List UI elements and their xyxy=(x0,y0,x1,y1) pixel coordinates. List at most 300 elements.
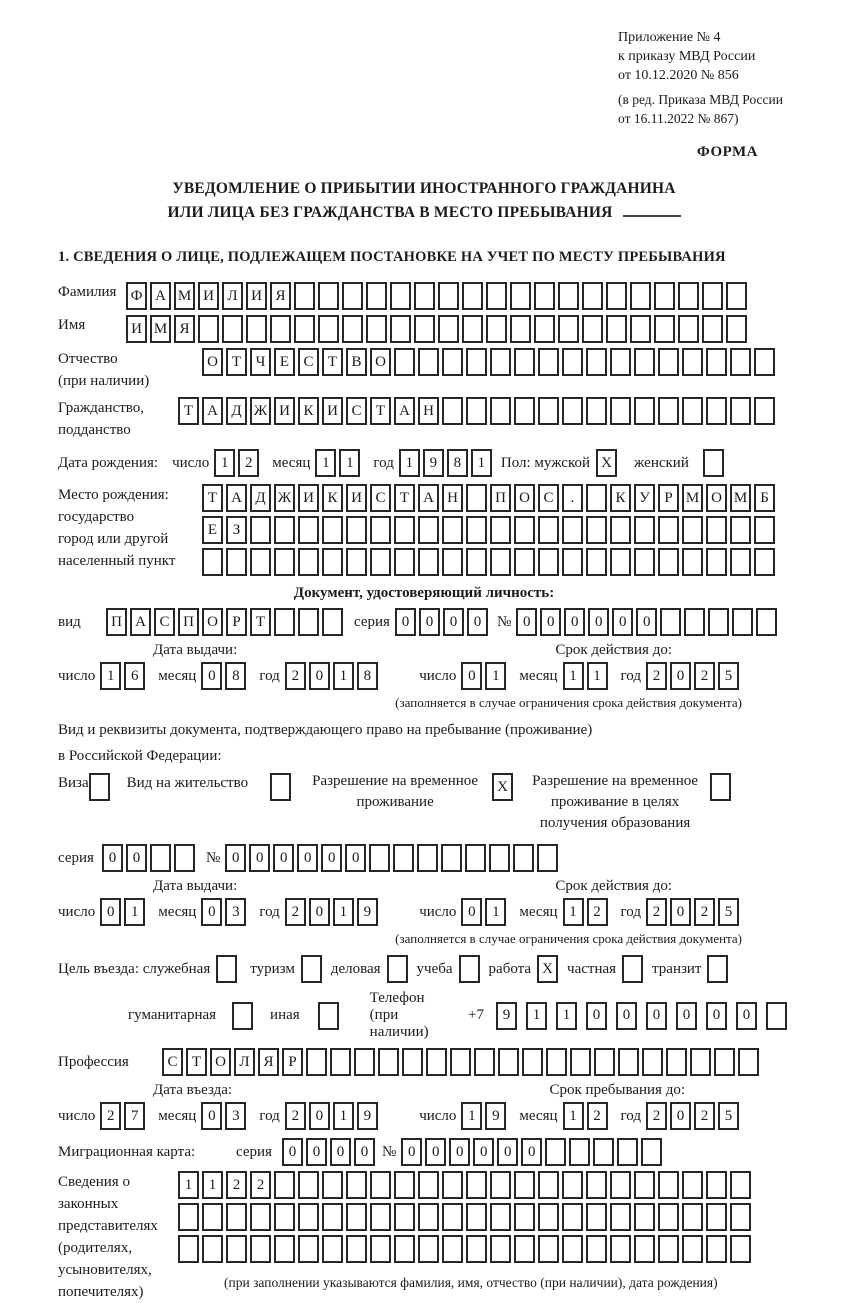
form-cell[interactable] xyxy=(346,1203,367,1231)
form-cell[interactable] xyxy=(417,844,438,872)
form-cell[interactable] xyxy=(666,1048,687,1076)
form-cell[interactable]: О xyxy=(210,1048,231,1076)
form-cell[interactable]: Я xyxy=(270,282,291,310)
form-cell[interactable]: 1 xyxy=(485,662,506,690)
form-cell[interactable] xyxy=(538,548,559,576)
form-cell[interactable] xyxy=(546,1048,567,1076)
form-cell[interactable]: 6 xyxy=(124,662,145,690)
form-cell[interactable] xyxy=(654,315,675,343)
form-cell[interactable] xyxy=(490,548,511,576)
form-cell[interactable] xyxy=(634,1235,655,1263)
form-cell[interactable] xyxy=(658,397,679,425)
form-cell[interactable] xyxy=(630,282,651,310)
form-cell[interactable] xyxy=(658,1203,679,1231)
form-cell[interactable] xyxy=(450,1048,471,1076)
form-cell[interactable] xyxy=(466,1171,487,1199)
form-cell[interactable] xyxy=(366,282,387,310)
form-cell[interactable]: Д xyxy=(226,397,247,425)
form-cell[interactable]: И xyxy=(322,397,343,425)
form-cell[interactable]: 1 xyxy=(563,662,584,690)
form-cell[interactable] xyxy=(246,315,267,343)
form-cell[interactable] xyxy=(393,844,414,872)
form-cell[interactable]: 0 xyxy=(706,1002,727,1030)
form-cell[interactable] xyxy=(298,548,319,576)
form-cell[interactable]: 2 xyxy=(694,898,715,926)
form-cell[interactable] xyxy=(569,1138,590,1166)
form-cell[interactable] xyxy=(322,516,343,544)
form-cell[interactable]: П xyxy=(178,608,199,636)
form-cell[interactable]: 2 xyxy=(100,1102,121,1130)
form-cell[interactable] xyxy=(706,1235,727,1263)
form-cell[interactable]: Т xyxy=(370,397,391,425)
form-cell[interactable]: 1 xyxy=(587,662,608,690)
form-cell[interactable]: Ч xyxy=(250,348,271,376)
form-cell[interactable] xyxy=(294,282,315,310)
form-cell[interactable]: 0 xyxy=(330,1138,351,1166)
form-cell[interactable]: 1 xyxy=(178,1171,199,1199)
form-cell[interactable] xyxy=(402,1048,423,1076)
form-cell[interactable] xyxy=(514,516,535,544)
form-cell[interactable]: 0 xyxy=(282,1138,303,1166)
form-cell[interactable]: 0 xyxy=(564,608,585,636)
form-cell[interactable] xyxy=(474,1048,495,1076)
form-cell[interactable] xyxy=(318,315,339,343)
form-cell[interactable] xyxy=(610,1235,631,1263)
form-cell[interactable]: 3 xyxy=(225,1102,246,1130)
form-cell[interactable] xyxy=(342,282,363,310)
form-cell[interactable]: 0 xyxy=(225,844,246,872)
form-cell[interactable] xyxy=(766,1002,787,1030)
form-cell[interactable]: 1 xyxy=(124,898,145,926)
form-cell[interactable] xyxy=(306,1048,327,1076)
form-cell[interactable] xyxy=(610,1171,631,1199)
form-cell[interactable] xyxy=(682,348,703,376)
form-cell[interactable]: 9 xyxy=(485,1102,506,1130)
form-cell[interactable]: И xyxy=(198,282,219,310)
form-cell[interactable] xyxy=(414,282,435,310)
form-cell[interactable] xyxy=(658,1171,679,1199)
form-cell[interactable]: Н xyxy=(418,397,439,425)
form-cell[interactable] xyxy=(298,1203,319,1231)
form-cell[interactable] xyxy=(562,1171,583,1199)
form-cell[interactable] xyxy=(442,1235,463,1263)
form-cell[interactable] xyxy=(390,315,411,343)
form-cell[interactable]: 0 xyxy=(306,1138,327,1166)
form-cell[interactable]: Т xyxy=(186,1048,207,1076)
form-cell[interactable] xyxy=(714,1048,735,1076)
form-cell[interactable]: 2 xyxy=(285,1102,306,1130)
form-cell[interactable] xyxy=(738,1048,759,1076)
form-cell[interactable] xyxy=(150,844,171,872)
form-cell[interactable]: 0 xyxy=(616,1002,637,1030)
form-cell[interactable]: 1 xyxy=(333,898,354,926)
form-cell[interactable]: 0 xyxy=(345,844,366,872)
form-cell[interactable] xyxy=(562,1203,583,1231)
form-cell[interactable]: П xyxy=(106,608,127,636)
form-cell[interactable]: 0 xyxy=(102,844,123,872)
form-cell[interactable] xyxy=(682,516,703,544)
form-cell[interactable]: Р xyxy=(658,484,679,512)
form-cell[interactable]: 5 xyxy=(718,898,739,926)
form-cell[interactable]: А xyxy=(150,282,171,310)
form-cell[interactable]: X xyxy=(596,449,617,477)
form-cell[interactable]: И xyxy=(298,484,319,512)
form-cell[interactable] xyxy=(438,315,459,343)
form-cell[interactable] xyxy=(634,548,655,576)
form-cell[interactable] xyxy=(418,1203,439,1231)
form-cell[interactable] xyxy=(610,1203,631,1231)
form-cell[interactable]: И xyxy=(246,282,267,310)
form-cell[interactable] xyxy=(394,548,415,576)
form-cell[interactable] xyxy=(654,282,675,310)
form-cell[interactable]: 3 xyxy=(225,898,246,926)
form-cell[interactable] xyxy=(198,315,219,343)
form-cell[interactable] xyxy=(510,282,531,310)
form-cell[interactable] xyxy=(682,1203,703,1231)
form-cell[interactable] xyxy=(706,348,727,376)
form-cell[interactable] xyxy=(756,608,777,636)
form-cell[interactable] xyxy=(634,348,655,376)
form-cell[interactable]: А xyxy=(418,484,439,512)
form-cell[interactable] xyxy=(510,315,531,343)
form-cell[interactable] xyxy=(514,397,535,425)
form-cell[interactable] xyxy=(730,548,751,576)
form-cell[interactable] xyxy=(545,1138,566,1166)
form-cell[interactable]: У xyxy=(634,484,655,512)
form-cell[interactable] xyxy=(318,282,339,310)
form-cell[interactable]: 0 xyxy=(636,608,657,636)
form-cell[interactable] xyxy=(301,955,322,983)
form-cell[interactable] xyxy=(298,1235,319,1263)
form-cell[interactable] xyxy=(490,1235,511,1263)
form-cell[interactable]: . xyxy=(562,484,583,512)
form-cell[interactable]: С xyxy=(298,348,319,376)
form-cell[interactable]: 0 xyxy=(540,608,561,636)
form-cell[interactable] xyxy=(562,348,583,376)
form-cell[interactable] xyxy=(442,397,463,425)
form-cell[interactable]: 1 xyxy=(485,898,506,926)
form-cell[interactable]: С xyxy=(346,397,367,425)
form-cell[interactable] xyxy=(322,1171,343,1199)
form-cell[interactable]: 0 xyxy=(425,1138,446,1166)
form-cell[interactable]: Т xyxy=(178,397,199,425)
form-cell[interactable] xyxy=(369,844,390,872)
form-cell[interactable] xyxy=(498,1048,519,1076)
form-cell[interactable] xyxy=(678,315,699,343)
form-cell[interactable]: 0 xyxy=(249,844,270,872)
form-cell[interactable] xyxy=(490,397,511,425)
form-cell[interactable] xyxy=(582,282,603,310)
form-cell[interactable] xyxy=(570,1048,591,1076)
form-cell[interactable] xyxy=(634,397,655,425)
form-cell[interactable] xyxy=(706,1203,727,1231)
form-cell[interactable] xyxy=(730,1235,751,1263)
form-cell[interactable] xyxy=(586,548,607,576)
form-cell[interactable] xyxy=(370,1171,391,1199)
form-cell[interactable]: Ж xyxy=(250,397,271,425)
form-cell[interactable] xyxy=(562,397,583,425)
form-cell[interactable] xyxy=(618,1048,639,1076)
form-cell[interactable] xyxy=(202,1203,223,1231)
form-cell[interactable] xyxy=(378,1048,399,1076)
form-cell[interactable]: П xyxy=(490,484,511,512)
form-cell[interactable] xyxy=(730,348,751,376)
form-cell[interactable] xyxy=(730,1203,751,1231)
form-cell[interactable] xyxy=(274,1171,295,1199)
form-cell[interactable]: 7 xyxy=(124,1102,145,1130)
form-cell[interactable] xyxy=(442,516,463,544)
form-cell[interactable] xyxy=(466,516,487,544)
form-cell[interactable] xyxy=(594,1048,615,1076)
form-cell[interactable]: Н xyxy=(442,484,463,512)
form-cell[interactable] xyxy=(490,516,511,544)
form-cell[interactable] xyxy=(250,1203,271,1231)
form-cell[interactable] xyxy=(462,282,483,310)
form-cell[interactable] xyxy=(586,1203,607,1231)
form-cell[interactable] xyxy=(684,608,705,636)
form-cell[interactable] xyxy=(298,1171,319,1199)
form-cell[interactable] xyxy=(298,608,319,636)
form-cell[interactable]: 1 xyxy=(563,1102,584,1130)
form-cell[interactable] xyxy=(703,449,724,477)
form-cell[interactable] xyxy=(660,608,681,636)
form-cell[interactable] xyxy=(586,348,607,376)
form-cell[interactable]: 9 xyxy=(357,1102,378,1130)
form-cell[interactable] xyxy=(222,315,243,343)
form-cell[interactable]: 1 xyxy=(339,449,360,477)
form-cell[interactable] xyxy=(522,1048,543,1076)
form-cell[interactable] xyxy=(202,548,223,576)
form-cell[interactable]: 1 xyxy=(563,898,584,926)
form-cell[interactable]: Л xyxy=(222,282,243,310)
form-cell[interactable] xyxy=(490,1203,511,1231)
form-cell[interactable]: 0 xyxy=(309,898,330,926)
form-cell[interactable]: 8 xyxy=(225,662,246,690)
form-cell[interactable]: 0 xyxy=(670,1102,691,1130)
form-cell[interactable] xyxy=(707,955,728,983)
form-cell[interactable] xyxy=(465,844,486,872)
form-cell[interactable] xyxy=(610,397,631,425)
form-cell[interactable] xyxy=(274,1235,295,1263)
form-cell[interactable]: Р xyxy=(226,608,247,636)
form-cell[interactable]: А xyxy=(226,484,247,512)
form-cell[interactable]: 0 xyxy=(201,898,222,926)
form-cell[interactable]: Б xyxy=(754,484,775,512)
form-cell[interactable]: Р xyxy=(282,1048,303,1076)
form-cell[interactable]: О xyxy=(202,608,223,636)
form-cell[interactable] xyxy=(346,1235,367,1263)
form-cell[interactable]: 2 xyxy=(587,898,608,926)
form-cell[interactable]: 0 xyxy=(473,1138,494,1166)
form-cell[interactable] xyxy=(678,282,699,310)
form-cell[interactable]: 0 xyxy=(461,898,482,926)
form-cell[interactable] xyxy=(706,397,727,425)
form-cell[interactable]: Т xyxy=(202,484,223,512)
form-cell[interactable] xyxy=(394,1171,415,1199)
form-cell[interactable] xyxy=(342,315,363,343)
form-cell[interactable]: Т xyxy=(394,484,415,512)
form-cell[interactable] xyxy=(202,1235,223,1263)
form-cell[interactable]: З xyxy=(226,516,247,544)
form-cell[interactable] xyxy=(658,548,679,576)
form-cell[interactable] xyxy=(370,548,391,576)
form-cell[interactable] xyxy=(330,1048,351,1076)
form-cell[interactable] xyxy=(226,548,247,576)
form-cell[interactable] xyxy=(726,315,747,343)
form-cell[interactable] xyxy=(489,844,510,872)
form-cell[interactable] xyxy=(606,315,627,343)
form-cell[interactable] xyxy=(682,1235,703,1263)
form-cell[interactable]: М xyxy=(730,484,751,512)
form-cell[interactable]: О xyxy=(370,348,391,376)
form-cell[interactable]: 1 xyxy=(461,1102,482,1130)
form-cell[interactable]: В xyxy=(346,348,367,376)
form-cell[interactable]: О xyxy=(706,484,727,512)
form-cell[interactable]: 0 xyxy=(419,608,440,636)
form-cell[interactable]: 0 xyxy=(588,608,609,636)
form-cell[interactable] xyxy=(642,1048,663,1076)
form-cell[interactable] xyxy=(370,1203,391,1231)
form-cell[interactable] xyxy=(538,1203,559,1231)
form-cell[interactable] xyxy=(394,1235,415,1263)
form-cell[interactable]: 5 xyxy=(718,662,739,690)
form-cell[interactable]: Ф xyxy=(126,282,147,310)
form-cell[interactable]: С xyxy=(370,484,391,512)
form-cell[interactable]: Т xyxy=(226,348,247,376)
form-cell[interactable] xyxy=(754,548,775,576)
form-cell[interactable] xyxy=(586,1235,607,1263)
form-cell[interactable]: 9 xyxy=(357,898,378,926)
form-cell[interactable] xyxy=(658,1235,679,1263)
form-cell[interactable] xyxy=(537,844,558,872)
form-cell[interactable]: 0 xyxy=(273,844,294,872)
form-cell[interactable]: 2 xyxy=(250,1171,271,1199)
form-cell[interactable] xyxy=(754,516,775,544)
form-cell[interactable] xyxy=(490,348,511,376)
form-cell[interactable]: Т xyxy=(250,608,271,636)
form-cell[interactable] xyxy=(514,1203,535,1231)
form-cell[interactable]: О xyxy=(514,484,535,512)
form-cell[interactable] xyxy=(706,516,727,544)
form-cell[interactable]: И xyxy=(126,315,147,343)
form-cell[interactable]: 0 xyxy=(516,608,537,636)
form-cell[interactable] xyxy=(394,1203,415,1231)
form-cell[interactable]: 5 xyxy=(718,1102,739,1130)
form-cell[interactable] xyxy=(322,548,343,576)
form-cell[interactable] xyxy=(754,348,775,376)
form-cell[interactable]: 0 xyxy=(586,1002,607,1030)
form-cell[interactable] xyxy=(708,608,729,636)
form-cell[interactable] xyxy=(562,548,583,576)
form-cell[interactable]: И xyxy=(346,484,367,512)
form-cell[interactable] xyxy=(298,516,319,544)
form-cell[interactable] xyxy=(441,844,462,872)
form-cell[interactable]: М xyxy=(150,315,171,343)
form-cell[interactable] xyxy=(514,1171,535,1199)
form-cell[interactable] xyxy=(622,955,643,983)
form-cell[interactable] xyxy=(459,955,480,983)
form-cell[interactable] xyxy=(226,1203,247,1231)
form-cell[interactable] xyxy=(466,1235,487,1263)
form-cell[interactable] xyxy=(426,1048,447,1076)
form-cell[interactable]: 1 xyxy=(471,449,492,477)
form-cell[interactable] xyxy=(534,315,555,343)
form-cell[interactable]: А xyxy=(130,608,151,636)
form-cell[interactable] xyxy=(442,548,463,576)
form-cell[interactable] xyxy=(706,1171,727,1199)
form-cell[interactable] xyxy=(346,548,367,576)
form-cell[interactable] xyxy=(514,1235,535,1263)
form-cell[interactable] xyxy=(726,282,747,310)
form-cell[interactable] xyxy=(710,773,731,801)
form-cell[interactable] xyxy=(702,315,723,343)
form-cell[interactable] xyxy=(534,282,555,310)
form-cell[interactable]: Ж xyxy=(274,484,295,512)
form-cell[interactable]: 0 xyxy=(461,662,482,690)
form-cell[interactable] xyxy=(593,1138,614,1166)
form-cell[interactable] xyxy=(754,397,775,425)
form-cell[interactable] xyxy=(390,282,411,310)
form-cell[interactable] xyxy=(630,315,651,343)
form-cell[interactable]: 2 xyxy=(694,662,715,690)
form-cell[interactable] xyxy=(538,516,559,544)
form-cell[interactable] xyxy=(270,773,291,801)
form-cell[interactable] xyxy=(514,548,535,576)
form-cell[interactable]: 0 xyxy=(467,608,488,636)
form-cell[interactable] xyxy=(414,315,435,343)
form-cell[interactable]: 1 xyxy=(315,449,336,477)
form-cell[interactable] xyxy=(250,548,271,576)
form-cell[interactable]: 1 xyxy=(202,1171,223,1199)
form-cell[interactable] xyxy=(226,1235,247,1263)
form-cell[interactable]: 8 xyxy=(357,662,378,690)
form-cell[interactable] xyxy=(682,548,703,576)
form-cell[interactable] xyxy=(641,1138,662,1166)
form-cell[interactable] xyxy=(682,1171,703,1199)
form-cell[interactable] xyxy=(490,1171,511,1199)
form-cell[interactable] xyxy=(442,1171,463,1199)
form-cell[interactable]: 0 xyxy=(443,608,464,636)
form-cell[interactable] xyxy=(232,1002,253,1030)
form-cell[interactable]: С xyxy=(154,608,175,636)
form-cell[interactable] xyxy=(486,282,507,310)
form-cell[interactable]: Л xyxy=(234,1048,255,1076)
form-cell[interactable] xyxy=(538,1235,559,1263)
form-cell[interactable]: Д xyxy=(250,484,271,512)
form-cell[interactable]: 0 xyxy=(395,608,416,636)
form-cell[interactable] xyxy=(250,516,271,544)
form-cell[interactable] xyxy=(658,516,679,544)
form-cell[interactable] xyxy=(634,516,655,544)
form-cell[interactable]: X xyxy=(492,773,513,801)
form-cell[interactable] xyxy=(318,1002,339,1030)
form-cell[interactable] xyxy=(322,608,343,636)
form-cell[interactable] xyxy=(558,315,579,343)
form-cell[interactable]: 1 xyxy=(333,1102,354,1130)
form-cell[interactable]: К xyxy=(322,484,343,512)
form-cell[interactable] xyxy=(418,548,439,576)
form-cell[interactable] xyxy=(610,548,631,576)
form-cell[interactable]: А xyxy=(394,397,415,425)
form-cell[interactable] xyxy=(370,516,391,544)
form-cell[interactable]: 0 xyxy=(670,662,691,690)
form-cell[interactable] xyxy=(346,516,367,544)
form-cell[interactable] xyxy=(538,397,559,425)
form-cell[interactable]: 0 xyxy=(521,1138,542,1166)
form-cell[interactable] xyxy=(562,516,583,544)
form-cell[interactable] xyxy=(216,955,237,983)
form-cell[interactable]: 2 xyxy=(646,662,667,690)
